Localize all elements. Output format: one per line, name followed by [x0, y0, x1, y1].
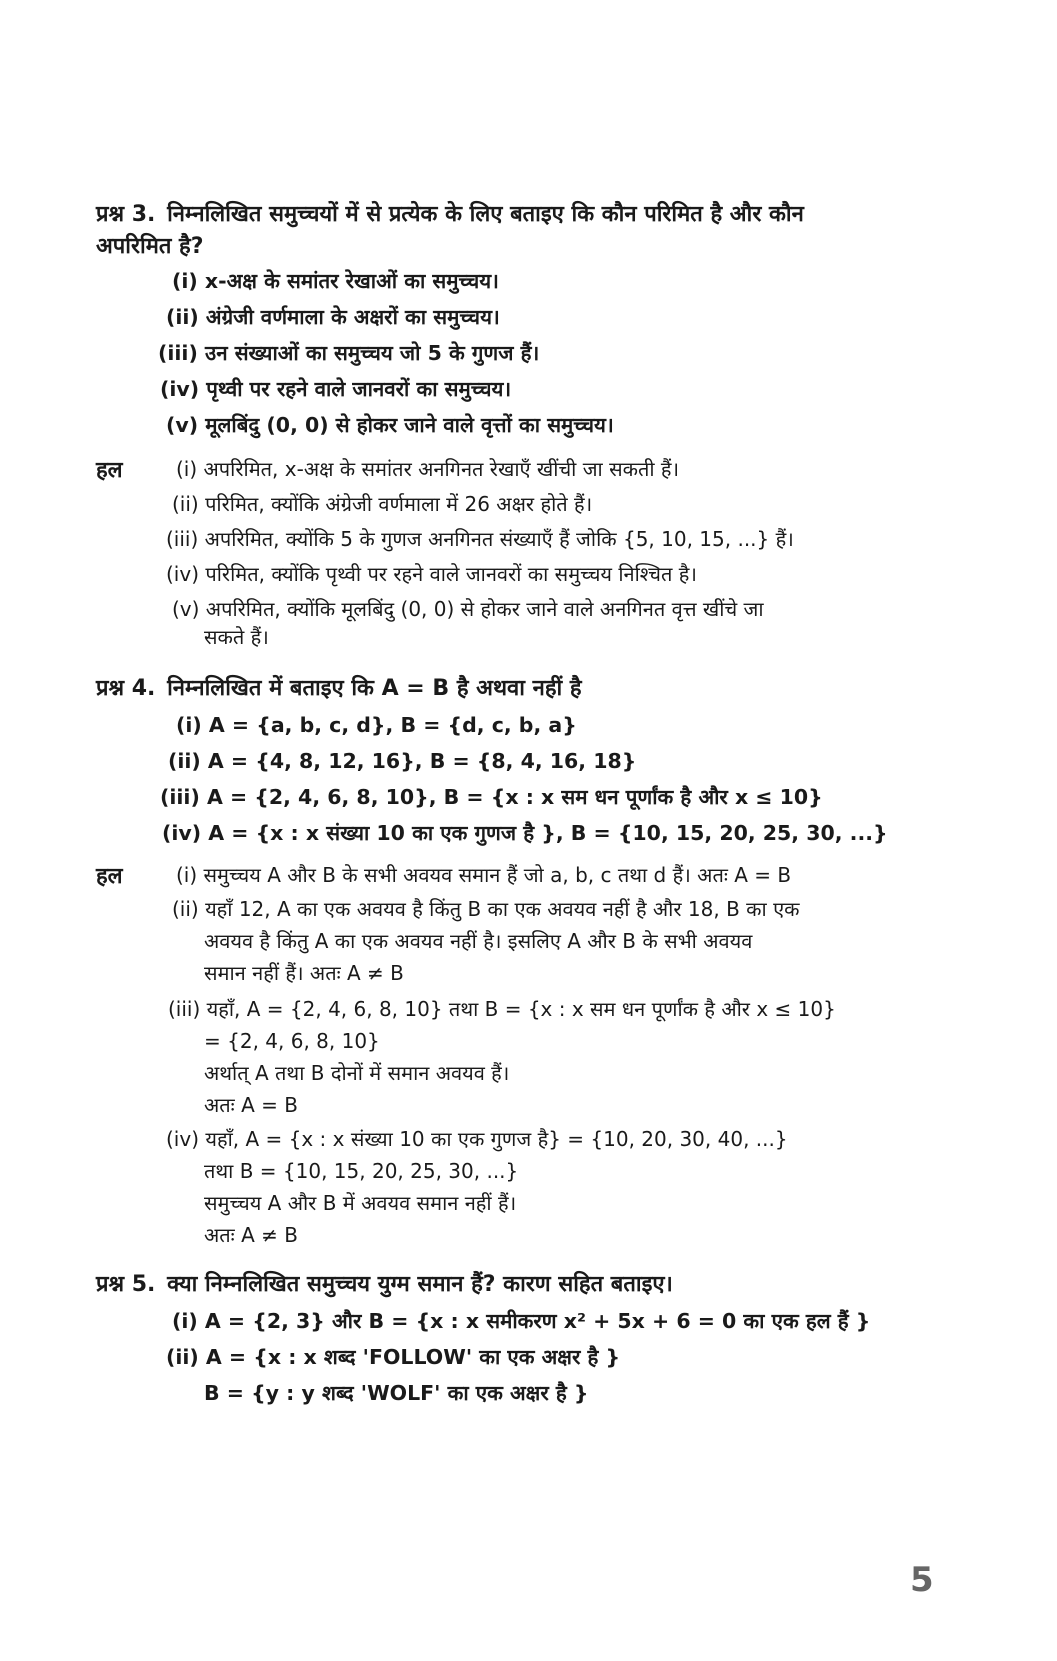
question-3-label: प्रश्न 3. [96, 202, 156, 227]
solution-3-item-i: (i) अपरिमित, x-अक्ष के समांतर अनगिनत रेखाएँ खींची जा सकती हैं। [176, 457, 680, 481]
question-4-item-ii: (ii) A = {4, 8, 12, 16}, B = {8, 4, 16, 18} [168, 749, 637, 773]
solution-4-line-5: (iii) यहाँ, A = {2, 4, 6, 8, 10} तथा B = {x : x सम धन पूर्णांक है और x ≤ 10} [168, 997, 836, 1021]
question-3-item-iii: (iii) उन संख्याओं का समुच्चय जो 5 के गुणज हैं। [158, 341, 540, 365]
solution-4-line-8: अतः A = B [204, 1093, 298, 1117]
solution-4-line-12: अतः A ≠ B [204, 1223, 298, 1247]
question-4-label: प्रश्न 4. [96, 676, 156, 701]
solution-3-item-iii: (iii) अपरिमित, क्योंकि 5 के गुणज अनगिनत संख्याएँ हैं जोकि {5, 10, 15, ...} हैं। [166, 527, 794, 551]
solution-4-line-2: (ii) यहाँ 12, A का एक अवयव है किंतु B का एक अवयव नहीं है और 18, B का एक [172, 897, 800, 921]
solution-4-label: हल [96, 864, 123, 889]
solution-4-line-7: अर्थात् A तथा B दोनों में समान अवयव हैं। [204, 1061, 510, 1085]
solution-4-line-1: (i) समुच्चय A और B के सभी अवयव समान हैं जो a, b, c तथा d हैं। अतः A = B [176, 863, 792, 887]
solution-4-line-6: = {2, 4, 6, 8, 10} [204, 1029, 380, 1053]
question-5-item-ii: (ii) A = {x : x शब्द 'FOLLOW' का एक अक्षर है } [166, 1345, 621, 1369]
question-5-item-ii-b: B = {y : y शब्द 'WOLF' का एक अक्षर है } [204, 1381, 589, 1405]
question-5-text: क्या निम्नलिखित समुच्चय युग्म समान हैं? कारण सहित बताइए। [167, 1272, 673, 1297]
solution-4-line-4: समान नहीं हैं। अतः A ≠ B [204, 961, 404, 985]
solution-4-line-9: (iv) यहाँ, A = {x : x संख्या 10 का एक गुणज है} = {10, 20, 30, 40, ...} [166, 1127, 788, 1151]
page-number: 5 [910, 1560, 934, 1600]
solution-3-item-iv: (iv) परिमित, क्योंकि पृथ्वी पर रहने वाले जानवरों का समुच्चय निश्चित है। [166, 562, 697, 586]
solution-3-item-v-cont: सकते हैं। [204, 625, 269, 649]
question-5-label: प्रश्न 5. [96, 1272, 156, 1297]
question-4-title [96, 670, 956, 708]
question-3-item-i: (i) x-अक्ष के समांतर रेखाओं का समुच्चय। [172, 269, 499, 293]
solution-3-item-v: (v) अपरिमित, क्योंकि मूलबिंदु (0, 0) से होकर जाने वाले अनगिनत वृत्त खींचे जा [172, 597, 764, 621]
question-3-item-v: (v) मूलबिंदु (0, 0) से होकर जाने वाले वृत्तों का समुच्चय। [166, 413, 614, 437]
question-4-text: निम्नलिखित में बताइए कि A = B है अथवा नहीं है [167, 676, 582, 701]
question-3-text-line2: अपरिमित है? [96, 234, 204, 259]
question-3-item-iv: (iv) पृथ्वी पर रहने वाले जानवरों का समुच्चय। [160, 377, 512, 401]
question-5-item-i: (i) A = {2, 3} और B = {x : x समीकरण x² + 5x + 6 = 0 का एक हल हैं } [172, 1309, 871, 1333]
question-3-item-ii: (ii) अंग्रेजी वर्णमाला के अक्षरों का समुच्चय। [166, 305, 500, 329]
solution-3-label: हल [96, 458, 123, 483]
question-3-text-line1: निम्नलिखित समुच्चयों में से प्रत्येक के लिए बताइए कि कौन परिमित है और कौन [167, 202, 804, 227]
solution-4-line-10: तथा B = {10, 15, 20, 25, 30, ...} [204, 1159, 519, 1183]
solution-3-item-ii: (ii) परिमित, क्योंकि अंग्रेजी वर्णमाला में 26 अक्षर होते हैं। [172, 492, 593, 516]
question-4-item-iii: (iii) A = {2, 4, 6, 8, 10}, B = {x : x सम धन पूर्णांक है और x ≤ 10} [160, 785, 823, 809]
solution-4-line-3: अवयव है किंतु A का एक अवयव नहीं है। इसलिए A और B के सभी अवयव [204, 929, 753, 953]
question-4-item-iv: (iv) A = {x : x संख्या 10 का एक गुणज है }, B = {10, 15, 20, 25, 30, ...} [162, 821, 888, 845]
question-4-item-i: (i) A = {a, b, c, d}, B = {d, c, b, a} [176, 713, 577, 737]
question-5-title [96, 1266, 956, 1304]
solution-4-line-11: समुच्चय A और B में अवयव समान नहीं हैं। [204, 1191, 517, 1215]
